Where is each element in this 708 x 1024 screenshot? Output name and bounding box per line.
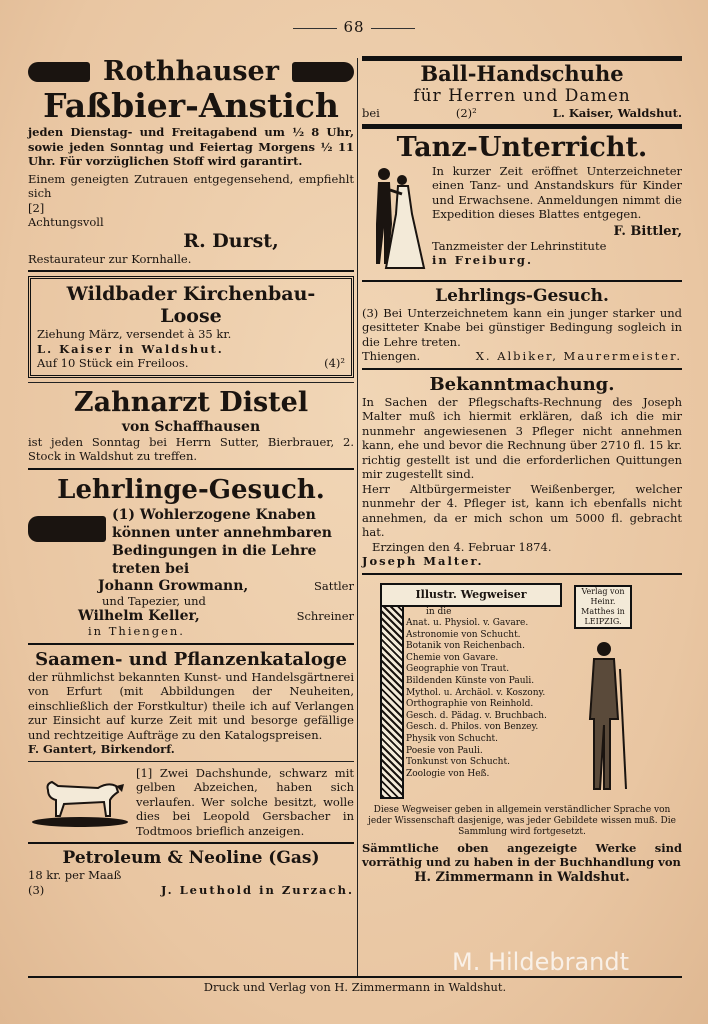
wegweiser-list-item: Astronomie von Schucht. <box>406 629 521 640</box>
ad-body: (3) Bei Unterzeichnetem kann ein junger starker und gesitteter Knabe bei günstiger Bedingung sogleich in die Lehre treten. <box>362 305 682 349</box>
wegweiser-list-item: Zoologie von Heß. <box>406 768 490 779</box>
ad-ref: [2] <box>28 200 45 215</box>
ad-title: Tanz-Unterricht. <box>396 131 648 163</box>
wegweiser-list-item: Anat. u. Physiol. v. Gavare. <box>406 618 529 629</box>
dog-icon <box>28 766 132 828</box>
ad-subtitle: für Herren und Damen <box>413 86 631 106</box>
ad-name: H. Zimmermann in Waldshut. <box>414 869 630 885</box>
wanderer-icon <box>580 639 630 799</box>
ad-body: Sämmtliche oben angezeigte Werke sind vorräthig und zu haben in der Buchhandlung von <box>362 840 682 869</box>
ad-subtitle: Faßbier-Anstich <box>43 86 339 125</box>
ad-title: Lehrlinge-Gesuch. <box>57 474 325 505</box>
footer-imprint: Druck und Verlag von H. Zimmermann in Waldshut. <box>28 976 682 994</box>
wegweiser-list <box>406 618 572 780</box>
ad-title: Ball-Handschuhe <box>420 61 624 86</box>
watermark: M. Hildebrandt <box>452 948 630 976</box>
ad-line: bei <box>362 106 380 120</box>
ad-petroleum <box>28 848 354 897</box>
pointing-hand-icon <box>28 62 90 82</box>
wegweiser-list-item: Bildenden Künste von Pauli. <box>406 676 535 687</box>
page-number: 68 <box>0 18 708 36</box>
wegweiser-list-item: Poesie von Pauli. <box>406 745 483 756</box>
ad-zahnarzt <box>28 387 354 464</box>
ad-name: F. Bittler, <box>613 223 682 239</box>
wegweiser-list-item: Gesch. d. Philos. von Benzey. <box>406 722 539 733</box>
ad-handschuhe <box>362 61 682 121</box>
ad-tanz <box>362 132 682 276</box>
wegweiser-list-item: Physik von Schucht. <box>406 734 499 745</box>
ad-body: jeden Dienstag- und Freitagabend um ½ 8 Uhr, sowie jeden Sonntag und Feiertag Morgens ½ 11 Uhr. Für vorzüglichen Stoff wird garantirt. <box>28 125 354 168</box>
ad-body: der rühmlichst bekannten Kunst- und Handelsgärtnerei von Erfurt (mit Abbildungen der Neuheiten, einschließlich der Forstkultur) theile ich auf Verlangen zur Einsicht auf kurze Zeit mit und besorge gefällige und rechtzeitige Aufträge zu den Katalogspreisen. <box>28 669 354 742</box>
ad-kataloge <box>28 649 354 757</box>
ad-title: Saamen- und Pflanzenkataloge <box>35 648 347 670</box>
verlag-sign: Verlag von Heinr. Matthes in LEIPZIG. <box>574 585 632 629</box>
ad-body: Einem geneigten Zutrauen entgegensehend, empfiehlt sich <box>28 171 354 200</box>
ad-body: [1] Zwei Dachshunde, schwarz mit gelben Abzeichen, haben sich verlaufen. Wer solche besitzt, wolle dies bei Leopold Gersbacher in Todtmoos brieflich anzeigen. <box>136 765 354 838</box>
ad-title: Zahnarzt Distel <box>73 386 309 418</box>
ad-title: Petroleum & Neoline (Gas) <box>62 848 320 868</box>
wegweiser-list-item: Gesch. d. Pädag. v. Bruchbach. <box>406 710 547 721</box>
ad-dachshunde <box>28 766 354 839</box>
wegweiser-list-item: Geographie von Traut. <box>406 664 510 675</box>
ad-ref: (4)² <box>324 356 345 370</box>
pointing-hand-icon <box>292 62 354 82</box>
ad-line: L. Kaiser in Waldshut. <box>37 341 224 356</box>
ad-body: ist jeden Sonntag bei Herrn Sutter, Bierbrauer, 2. Stock in Waldshut zu treffen. <box>28 434 354 463</box>
ad-name: F. Gantert, Birkendorf. <box>28 742 175 756</box>
ad-place: in Freiburg. <box>432 253 533 267</box>
ad-title: Wildbader Kirchenbau-Loose <box>66 283 316 327</box>
ad-name: Wilhelm Keller, <box>78 608 200 624</box>
ad-place: Thiengen. <box>362 349 421 363</box>
wegweiser-in-die: in die <box>426 606 452 617</box>
wegweiser-list-item: Chemie von Gavare. <box>406 652 499 663</box>
ad-body: In Sachen der Pflegschafts-Rechnung des Joseph Malter muß ich hiermit erklären, daß ich die mir nunmehr angewiesenen 3 Pfleger nicht annehmen kann, ehe und bevor die Rechnung über 2710 fl. 15 kr. richtig gestellt ist und die erforderlichen Quittungen mir zugestellt sind. <box>362 394 682 481</box>
ad-bekanntmachung <box>362 374 682 569</box>
ad-title: Rothhauser <box>103 56 279 87</box>
ad-body: In kurzer Zeit eröffnet Unterzeichneter einen Tanz- und Anstandskurs für Kinder und Erwachsene. Anmeldungen nimmt die Expedition dieses Blattes entgegen. <box>432 163 682 221</box>
ad-line: Auf 10 Stück ein Freiloos. <box>37 356 189 370</box>
ad-role: Restaurateur zur Kornhalle. <box>28 251 192 266</box>
ad-role: Tanzmeister der Lehrinstitute <box>432 238 607 253</box>
ad-ref: (3) <box>28 882 45 897</box>
dancing-couple-icon <box>362 164 428 276</box>
ad-place: in Thiengen. <box>88 624 185 638</box>
ad-title: Bekanntmachung. <box>429 373 615 395</box>
ad-wegweiser <box>362 579 682 885</box>
ad-title: Lehrlings-Gesuch. <box>435 285 609 306</box>
wegweiser-banner: Illustr. Wegweiser <box>380 583 562 607</box>
ad-body: Herr Altbürgermeister Weißenberger, welcher nunmehr der 4. Pfleger ist, kann ich ebenfalls nicht annehmen, da er mich schon um 5000 fl. gebracht hat. <box>362 481 682 539</box>
wegweiser-list-item: Tonkunst von Schucht. <box>406 757 510 768</box>
ad-line: und Tapezier, und <box>102 593 206 608</box>
ad-lehrling <box>362 286 682 364</box>
ad-price: 18 kr. per Maaß <box>28 868 122 882</box>
signpost-icon <box>380 605 404 799</box>
pointing-hand-icon <box>28 516 106 542</box>
ad-name: L. Kaiser, Waldshut. <box>552 106 682 120</box>
ad-role: Schreiner <box>296 609 354 623</box>
left-column <box>28 56 354 897</box>
ad-subtitle: von Schaffhausen <box>121 418 261 435</box>
ad-name: J. Leuthold in Zurzach. <box>161 882 354 897</box>
ad-durst <box>28 56 354 266</box>
ad-ref: (2)² <box>455 106 477 120</box>
ad-body: (1) Wohlerzogene Knaben können unter annehmbaren Bedingungen in die Lehre treten bei <box>112 506 332 577</box>
ad-role: Sattler <box>314 578 354 593</box>
right-column <box>362 56 682 885</box>
wegweiser-caption: Diese Wegweiser geben in allgemein verständlicher Sprache von jeder Wissenschaft dasjenige, was jeder Gebildete wissen muß. Die Sammlung wird fortgesetzt. <box>368 804 676 837</box>
ad-line: Ziehung März, versendet à 35 kr. <box>37 327 232 341</box>
wegweiser-list-item: Botanik von Reichenbach. <box>406 641 525 652</box>
ad-name: Joseph Malter. <box>362 554 484 568</box>
ad-closing: Achtungsvoll <box>28 215 104 229</box>
wegweiser-list-item: Orthographie von Reinhold. <box>406 699 534 710</box>
ad-name: X. Albiker, Maurermeister. <box>475 349 682 363</box>
ad-loose <box>28 276 354 378</box>
ad-name: R. Durst, <box>183 229 279 252</box>
column-divider <box>357 58 358 976</box>
ad-name: Johann Growmann, <box>98 577 249 594</box>
ad-date: Erzingen den 4. Februar 1874. <box>372 539 552 554</box>
wegweiser-list-item: Mythol. u. Archäol. v. Koszony. <box>406 687 546 698</box>
ad-lehrlinge <box>28 474 354 639</box>
